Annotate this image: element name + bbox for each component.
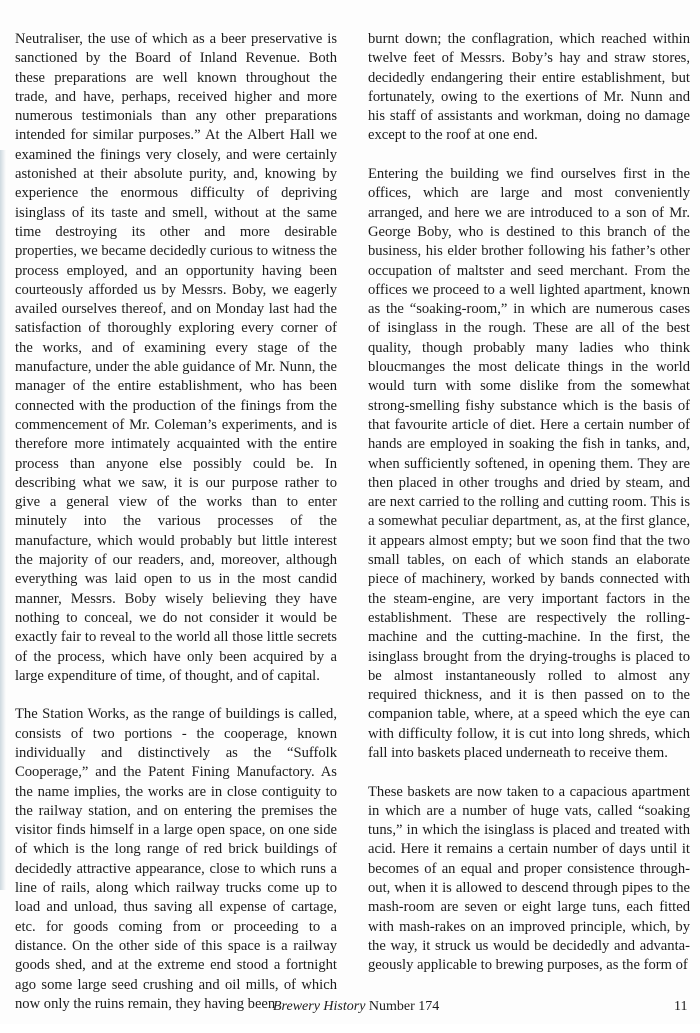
paragraph-right-2: Entering the building we find ourselves first in the offices, which are large and most conveniently arranged, and here we are introduced to a son of Mr. George Boby, who is destined to this branch of the business, his elder brother following his father’s other occupation of maltster and seed merchant. From the offices we proceed to a well lighted apartment, known as the “soaking-room,” in which are numerous cases of isinglass in the rough. These are all of the best quality, though probably many ladies who think bloucmanges the most delicate things in the world would turn with some dislike from the somewhat strong-smelling fishy substance which is the basis of that favourite article of diet. Here a certain number of hands are employed in soaking the fish in tanks, and, when sufficiently softened, in opening them. They are then placed in other troughs and dried by steam, and are next carried to the rolling and cutting room. This is a somewhat peculiar department, as, at the first glance, it appears almost empty; but we soon find that the two small tables, on each of which stands an elaborate piece of machinery, worked by bands connected with the steam-engine, are very important factors in the establishment. These are respectively the rolling-machine and the cutting-machine. In the first, the isinglass brought from the drying-troughs is placed to be almost instantaneously rolled to almost any required thickness, and it is then passed on to the companion table, where, at a speed which the eye can with difficulty follow, it is cut into long shreds, which fall into baskets placed underneath to receive them.	[368, 166, 690, 761]
paragraph-left-2: The Station Works, as the range of buildings is called, consists of two portions - the cooperage, known individually and distinctively as the “Suffolk Cooperage,” and the Patent Fining Manufactory. As the name implies, the works are in close contiguity to the railway station, and on entering the premises the visitor finds himself in a large open space, on one side of which is the long range of red brick buildings of decidedly attractive appearance, close to which runs a line of rails, along which railway trucks come up to load and unload, thus saving all expense of cartage, etc. for goods coming from or proceeding to a distance. On the other side of this space is a railway goods shed, and at the extreme end stood a fortnight ago some large seed crushing and oil mills, of which now only the ruins remain, they having been	[15, 706, 337, 1012]
issue-number: Number 174	[368, 999, 440, 1014]
scan-edge-shadow	[0, 150, 6, 890]
paragraph-left-1: Neutraliser, the use of which as a beer preservative is sanctioned by the Board of Inland Revenue. Both these preparations are well known throughout the trade, and have, perhaps, received higher and more numerous testimonials than any other preparations intended for similar purposes.” At the Albert Hall we examined the finings very closely, and were certainly astonished at their absolute purity, and, knowing by experience the enormous difficulty of depriving isinglass of its taste and smell, without at the same time destroying its other and more desirable properties, we became decidedly curious to witness the process employed, and an opportunity having been courteously afforded us by Messrs. Boby, we eagerly availed ourselves thereof, and on Monday last had the satisfaction of thoroughly exploring every corner of the works, and of examining every stage of the manufacture, under the able guidance of Mr. Nunn, the manager of the entire establishment, who has been connected with the production of the finings from the commencement of Mr. Coleman’s experiments, and is therefore more intimately acquainted with the entire process than anyone else possibly could be. In describing what we saw, it is our purpose rather to give a general view of the works than to enter minutely into the various processes of the manufacture, which would probably but little interest the majority of our readers, and, moreover, although everything was laid open to us in the most candid manner, Messrs. Boby wisely believing they have nothing to conceal, we do not consider it would be exactly fair to reveal to the world all those little secrets of the process, which have only been acquired by a large expenditure of time, of thought, and of capital.	[15, 31, 337, 684]
journal-title: Brewery History	[273, 999, 366, 1014]
paragraph-right-3: These baskets are now taken to a capacious apartment in which are a number of huge vats, called “soaking tuns,” in which the isinglass is placed and treated with acid. Here it remains a certain number of days until it becomes of an equal and proper consistence throughout, when it is allowed to descend through pipes to the mash-room are seven or eight large tuns, each fitted with mash-rakes on an improved principle, which, by the way, it struck us would be decidedly and advantageously applicable to brewing purposes, as the form of	[368, 783, 690, 974]
page-number: 11	[674, 999, 688, 1014]
right-column	[368, 30, 690, 995]
journal-citation	[273, 999, 439, 1015]
paragraph-right-1: burnt down; the conflagration, which reached within twelve feet of Messrs. Boby’s hay and straw stores, decidedly endangering their entire establishment, but fortunately, owing to the exertions of Mr. Nunn and his staff of assistants and workman, doing no damage except to the roof at one end.	[368, 31, 690, 144]
left-column	[15, 30, 337, 1033]
